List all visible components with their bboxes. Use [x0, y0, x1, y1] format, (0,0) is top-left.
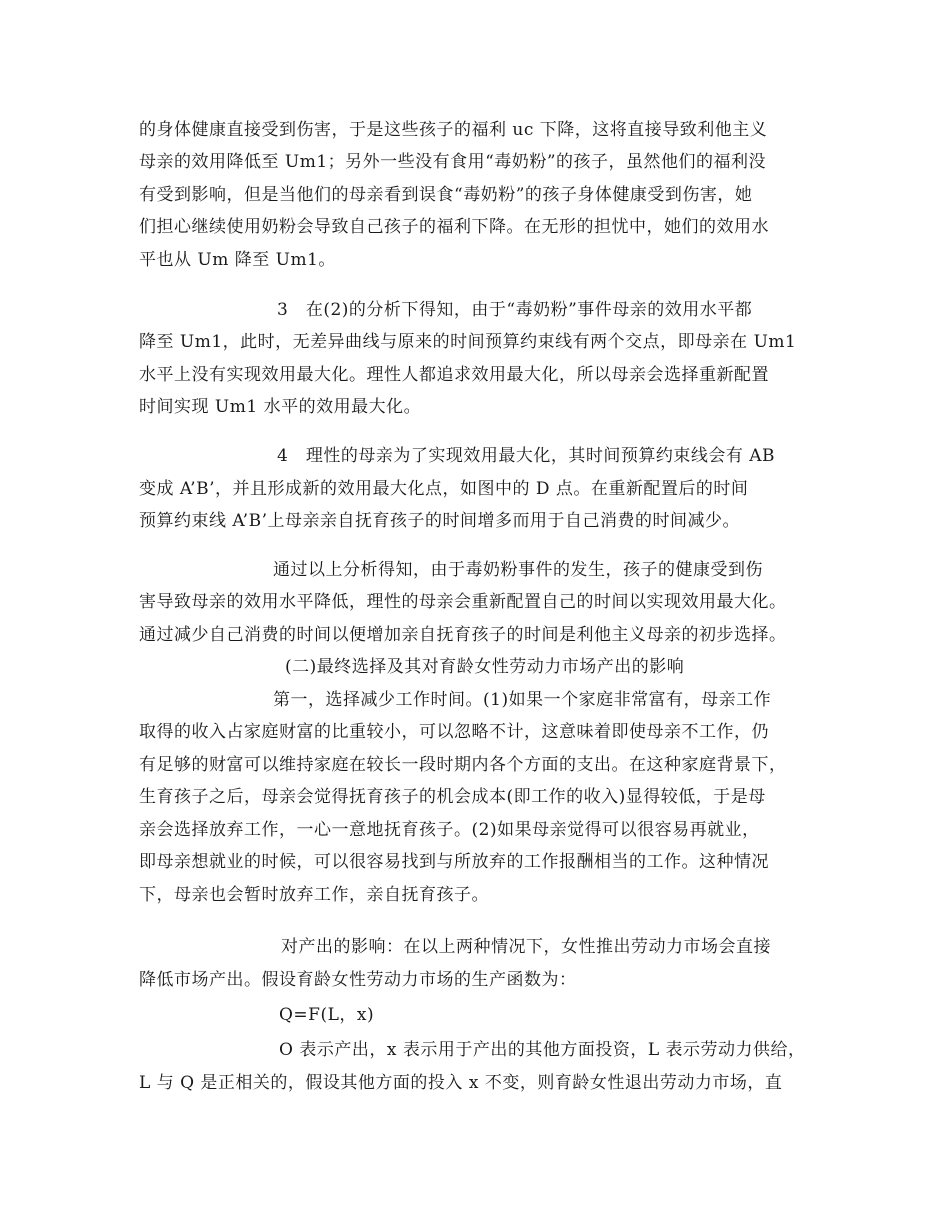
text-line: 生育孩子之后，母亲会觉得抚育孩子的机会成本(即工作的收入)显得较低，于是母 [139, 787, 766, 807]
text-line: 时间实现 Um1 水平的效用最大化。 [139, 397, 422, 417]
text-line: 降至 Um1，此时，无差异曲线与原来的时间预算约束线有两个交点，即母亲在 Um1 [139, 332, 797, 352]
text-line: 母亲的效用降低至 Um1；另外一些没有食用“毒奶粉”的孩子，虽然他们的福利没 [139, 152, 767, 172]
text-line: 对产出的影响：在以上两种情况下，女性推出劳动力市场会直接 [281, 937, 771, 957]
text-line: 通过以上分析得知，由于毒奶粉事件的发生，孩子的健康受到伤 [273, 560, 763, 580]
section-heading: (二)最终选择及其对育龄女性劳动力市场产出的影响 [285, 657, 685, 677]
text-line: 平也从 Um 降至 Um1。 [139, 250, 336, 270]
text-line: 即母亲想就业的时候，可以很容易找到与所放弃的工作报酬相当的工作。这种情况 [139, 852, 769, 872]
text-line: 下，母亲也会暂时放弃工作，亲自抚育孩子。 [139, 885, 489, 905]
text-line: 变成 A’B’，并且形成新的效用最大化点，如图中的 D 点。在重新配置后的时间 [139, 479, 749, 499]
text-line: 有受到影响，但是当他们的母亲看到误食“毒奶粉”的孩子身体健康受到伤害，她 [139, 185, 753, 205]
text-line: 4 理性的母亲为了实现效用最大化，其时间预算约束线会有 AB [277, 446, 775, 466]
text-line: 预算约束线 A’B’上母亲亲自抚育孩子的时间增多而用于自己消费的时间减少。 [139, 511, 740, 531]
text-line: 取得的收入占家庭财富的比重较小，可以忽略不计，这意味着即使母亲不工作，仍 [139, 722, 769, 742]
text-line: 亲会选择放弃工作，一心一意地抚育孩子。(2)如果母亲觉得可以很容易再就业， [139, 820, 760, 840]
text-line: 有足够的财富可以维持家庭在较长一段时期内各个方面的支出。在这种家庭背景下， [139, 755, 787, 775]
text-line: O 表示产出，x 表示用于产出的其他方面投资，L 表示劳动力供给， [279, 1040, 806, 1060]
text-line: 通过减少自己消费的时间以便增加亲自抚育孩子的时间是利他主义母亲的初步选择。 [139, 625, 787, 645]
text-line: 第一，选择减少工作时间。(1)如果一个家庭非常富有，母亲工作 [273, 690, 772, 710]
text-line: 的身体健康直接受到伤害，于是这些孩子的福利 uc 下降，这将直接导致利他主义 [139, 120, 768, 140]
text-line: 害导致母亲的效用水平降低，理性的母亲会重新配置自己的时间以实现效用最大化。 [139, 592, 787, 612]
text-line: 水平上没有实现效用最大化。理性人都追求效用最大化，所以母亲会选择重新配置 [139, 365, 769, 385]
text-line: 降低市场产出。假设育龄女性劳动力市场的生产函数为： [139, 970, 577, 990]
text-line: 们担心继续使用奶粉会导致自己孩子的福利下降。在无形的担忧中，她们的效用水 [139, 217, 769, 237]
text-line: 3 在(2)的分析下得知，由于“毒奶粉”事件母亲的效用水平都 [277, 300, 753, 320]
text-line: L 与 Q 是正相关的，假设其他方面的投入 x 不变，则育龄女性退出劳动力市场，直 [139, 1073, 783, 1093]
formula: Q=F(L，x) [279, 1005, 375, 1025]
